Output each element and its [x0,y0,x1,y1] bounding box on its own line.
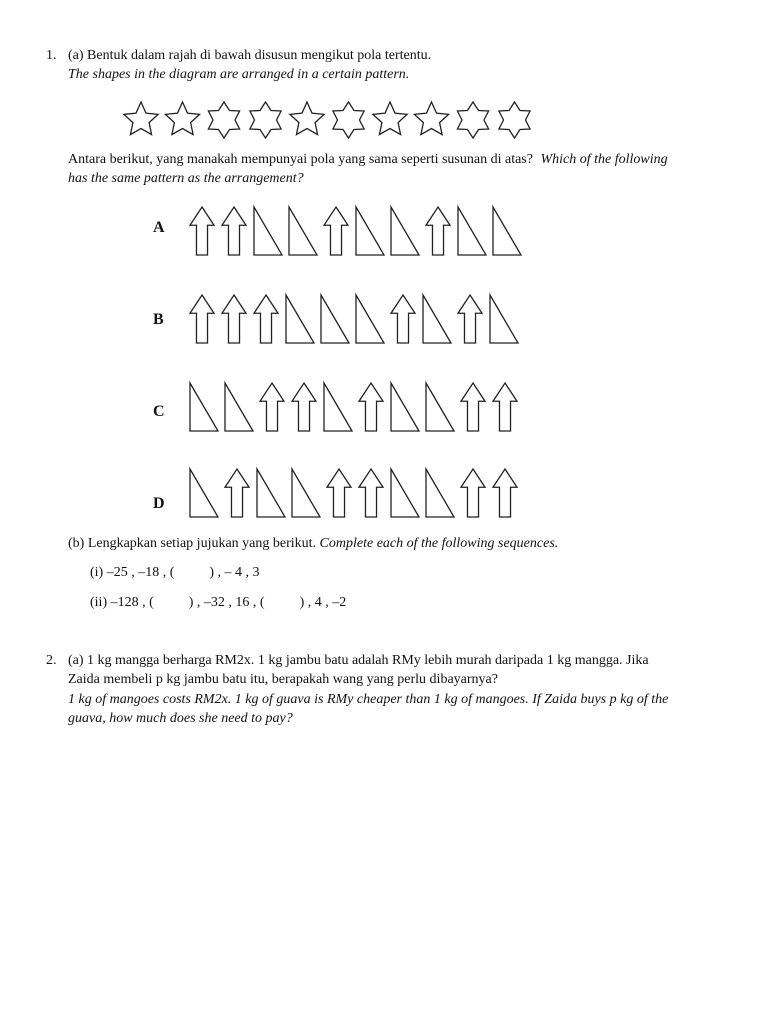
option-d-letter: D [153,495,165,512]
question-2-number: 2. [46,653,57,668]
q1-question-malay: Antara berikut, yang manakah mempunyai pola yang sama seperti susunan di atas? [68,152,533,167]
q1-question-english-part1: Which of the following [540,152,668,167]
right-triangle-icon [426,469,454,517]
option-b-letter: B [153,311,164,328]
up-arrow-icon [327,469,351,517]
q1-question-english-part2: has the same pattern as the arrangement? [68,171,304,186]
sequence-ii: (ii) –128 , ( ) , –32 , 16 , ( ) , 4 , –2 [90,595,347,610]
q1b-instruction-malay: (b) Lengkapkan setiap jujukan yang berikut. [68,536,317,551]
q1a-text-english: The shapes in the diagram are arranged in a certain pattern. [68,67,410,82]
q1a-text-malay: (a) Bentuk dalam rajah di bawah disusun mengikut pola tertentu. [68,48,432,63]
q1b-instruction [68,535,558,553]
option-c-letter: C [153,403,165,420]
up-arrow-icon [225,469,249,517]
q2a-english-line2: guava, how much does she need to pay? [68,711,293,726]
option-a-letter: A [153,219,165,236]
q1b-instruction-english: Complete each of the following sequences. [319,536,559,551]
up-arrow-icon [359,469,383,517]
right-triangle-icon [190,469,218,517]
q2a-malay-line1: (a) 1 kg mangga berharga RM2x. 1 kg jambu batu adalah RMy lebih murah daripada 1 kg mangga. Jika [68,653,649,668]
up-arrow-icon [493,469,517,517]
right-triangle-icon [292,469,320,517]
right-triangle-icon [391,469,419,517]
sequence-i: (i) –25 , –18 , ( ) , – 4 , 3 [90,565,260,580]
q2a-malay-line2: Zaida membeli p kg jambu batu itu, berapakah wang yang perlu dibayarnya? [68,672,498,687]
right-triangle-icon [257,469,285,517]
up-arrow-icon [461,469,485,517]
question-1-number: 1. [46,48,57,63]
q2a-english-line1: 1 kg of mangoes costs RM2x. 1 kg of guava is RMy cheaper than 1 kg of mangoes. If Zaida buys p kg of the [68,692,669,707]
